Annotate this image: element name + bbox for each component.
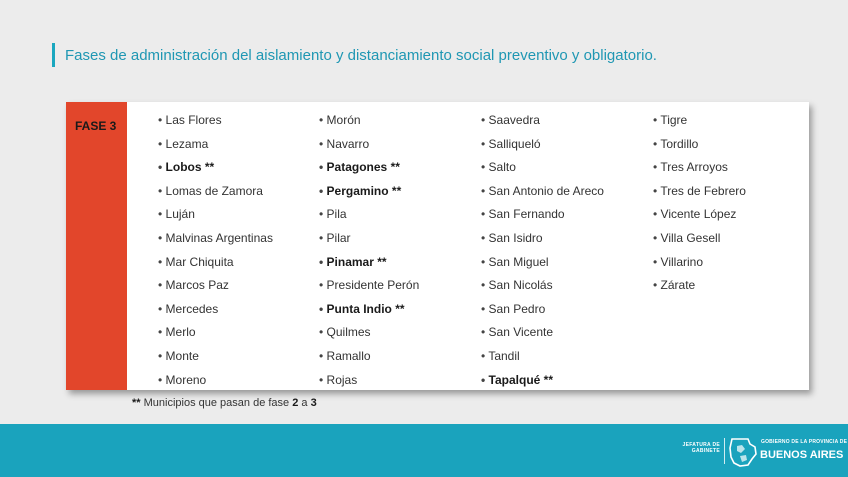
municipality-item: • San Antonio de Areco: [481, 180, 604, 204]
municipality-item: • Malvinas Argentinas: [158, 227, 273, 251]
jefatura-line-2: GABINETE: [691, 448, 720, 454]
municipality-column-4: [653, 109, 746, 298]
municipality-column-1: [158, 109, 273, 392]
footnote-stars: **: [132, 397, 141, 409]
municipality-item: • Lobos **: [158, 156, 273, 180]
municipality-item: • Pilar: [319, 227, 419, 251]
municipality-item: • Pinamar **: [319, 251, 419, 275]
logo-divider: [724, 438, 725, 464]
footnote-conjunction: a: [298, 397, 311, 409]
municipality-item: • Monte: [158, 345, 273, 369]
municipality-item: • San Pedro: [481, 298, 604, 322]
municipality-item: • Patagones **: [319, 156, 419, 180]
municipality-item: • Salto: [481, 156, 604, 180]
province-map-icon: [728, 436, 758, 468]
municipality-item: • Villa Gesell: [653, 227, 746, 251]
municipality-item: • Quilmes: [319, 321, 419, 345]
buenos-aires-logo-text: BUENOS AIRES: [760, 449, 844, 461]
municipality-item: • Navarro: [319, 133, 419, 157]
phase-label: FASE 3: [75, 119, 117, 133]
municipality-item: • Zárate: [653, 274, 746, 298]
jefatura-logo-text: [676, 442, 720, 454]
municipality-item: • Morón: [319, 109, 419, 133]
municipality-item: • Tres Arroyos: [653, 156, 746, 180]
municipality-item: • Lomas de Zamora: [158, 180, 273, 204]
municipality-item: • Presidente Perón: [319, 274, 419, 298]
municipality-item: • Punta Indio **: [319, 298, 419, 322]
municipality-item: • San Isidro: [481, 227, 604, 251]
municipality-item: • Merlo: [158, 321, 273, 345]
municipality-item: • Vicente López: [653, 203, 746, 227]
government-caption: GOBIERNO DE LA PROVINCIA DE: [761, 439, 848, 445]
municipality-item: • Tordillo: [653, 133, 746, 157]
municipality-item: • Mercedes: [158, 298, 273, 322]
slide-title: [52, 43, 657, 67]
municipality-item: • Pila: [319, 203, 419, 227]
municipality-item: • Luján: [158, 203, 273, 227]
slide-title-text: Fases de administración del aislamiento y distanciamiento social preventivo y obligatorio.: [65, 46, 657, 64]
municipality-item: • San Vicente: [481, 321, 604, 345]
municipality-item: • San Miguel: [481, 251, 604, 275]
municipality-item: • Marcos Paz: [158, 274, 273, 298]
municipality-item: • Lezama: [158, 133, 273, 157]
municipality-item: • Ramallo: [319, 345, 419, 369]
municipality-column-2: [319, 109, 419, 392]
municipality-item: • Tandil: [481, 345, 604, 369]
municipality-item: • Las Flores: [158, 109, 273, 133]
footer-band: [0, 424, 848, 477]
phase-band: [66, 102, 127, 390]
municipality-item: • Saavedra: [481, 109, 604, 133]
municipality-column-3: [481, 109, 604, 392]
municipality-item: • Mar Chiquita: [158, 251, 273, 275]
municipality-item: • Tapalqué **: [481, 369, 604, 393]
footnote-to-phase: 3: [310, 397, 317, 409]
jefatura-line-1: JEFATURA DE: [682, 442, 720, 448]
municipality-item: • San Nicolás: [481, 274, 604, 298]
municipality-item: • San Fernando: [481, 203, 604, 227]
municipality-item: • Moreno: [158, 369, 273, 393]
footnote-text: Municipios que pasan de fase: [140, 397, 293, 409]
municipality-item: • Rojas: [319, 369, 419, 393]
footnote: [132, 397, 317, 409]
municipality-item: • Tres de Febrero: [653, 180, 746, 204]
footnote-from-phase: 2: [292, 397, 299, 409]
municipality-item: • Tigre: [653, 109, 746, 133]
phase-card: [66, 102, 809, 390]
municipality-item: • Salliqueló: [481, 133, 604, 157]
municipality-item: • Pergamino **: [319, 180, 419, 204]
municipality-item: • Villarino: [653, 251, 746, 275]
